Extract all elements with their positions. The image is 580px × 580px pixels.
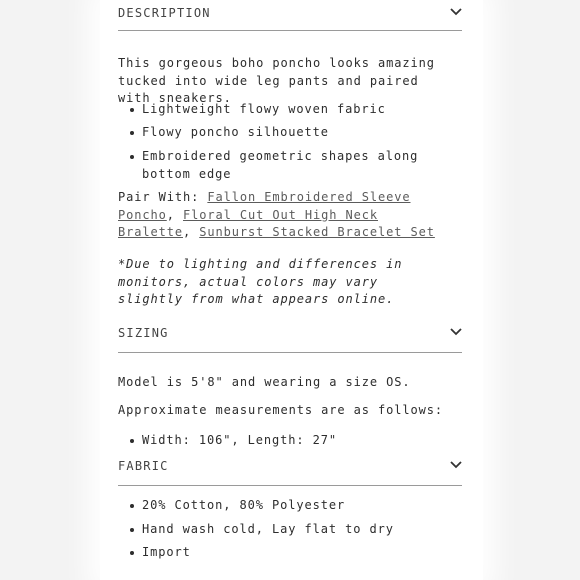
list-item: Width: 106", Length: 27" xyxy=(142,432,442,450)
accordion-header-sizing[interactable] xyxy=(118,326,462,353)
bullet-dot xyxy=(130,504,134,508)
list-item: Import xyxy=(142,544,442,562)
bullet-dot xyxy=(130,439,134,443)
link-sunburst-bracelet[interactable]: Sunburst Stacked Bracelet Set xyxy=(199,225,435,239)
list-item: Lightweight flowy woven fabric xyxy=(142,101,442,119)
section-title-fabric: FABRIC xyxy=(118,459,169,473)
bullet-dot xyxy=(130,108,134,112)
accordion-header-description[interactable] xyxy=(118,6,462,31)
section-title-description: DESCRIPTION xyxy=(118,6,211,20)
list-item: 20% Cotton, 80% Polyester xyxy=(142,497,442,515)
model-info: Model is 5'8" and wearing a size OS. xyxy=(118,375,411,389)
link-fallon-poncho[interactable]: Fallon Embroidered Sleeve Poncho xyxy=(118,190,411,222)
color-disclaimer: *Due to lighting and differences in monitors, actual colors may vary slightly from what appears online. xyxy=(118,257,403,306)
section-title-sizing: SIZING xyxy=(118,326,169,340)
list-item: Flowy poncho silhouette xyxy=(142,124,442,142)
chevron-down-icon[interactable] xyxy=(450,7,462,17)
accordion-header-fabric[interactable] xyxy=(118,459,462,486)
description-intro: This gorgeous boho poncho looks amazing tucked into wide leg pants and paired with sneakers. xyxy=(118,56,435,105)
bullet-dot xyxy=(130,131,134,135)
list-item: Embroidered geometric shapes along bottom edge xyxy=(142,148,442,183)
list-item: Hand wash cold, Lay flat to dry xyxy=(142,521,442,539)
measurements-intro: Approximate measurements are as follows: xyxy=(118,403,443,417)
link-floral-bralette[interactable]: Floral Cut Out High Neck Bralette xyxy=(118,207,378,239)
bullet-dot xyxy=(130,528,134,532)
bullet-dot xyxy=(130,551,134,555)
pair-with: Pair With: Fallon Embroidered Sleeve Poncho, Floral Cut Out High Neck Bralette, Sunburst Stacked Bracelet Set xyxy=(118,190,435,239)
chevron-down-icon[interactable] xyxy=(450,460,462,470)
bullet-dot xyxy=(130,155,134,159)
pair-with-label: Pair With: xyxy=(118,190,200,204)
chevron-down-icon[interactable] xyxy=(450,327,462,337)
